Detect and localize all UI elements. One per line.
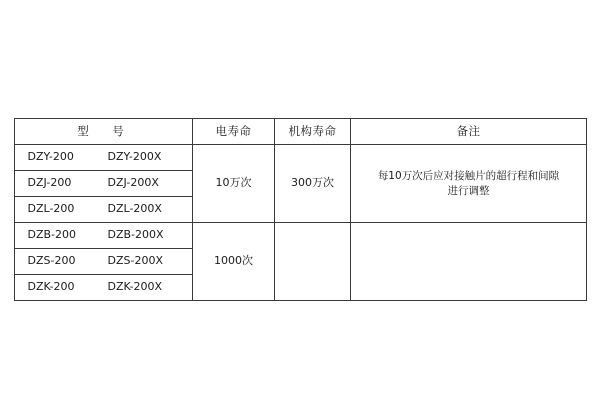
column-header-remarks: 备注 <box>351 119 587 145</box>
spec-table-container <box>14 118 586 301</box>
table-row <box>15 223 587 249</box>
model-code-variant: DZS-200X <box>107 254 163 268</box>
model-code-variant: DZY-200X <box>107 150 162 164</box>
model-code-base: DZS-200 <box>27 254 76 268</box>
mechanical-life-group-1: 300万次 <box>275 145 351 223</box>
model-cell <box>15 145 193 171</box>
electrical-life-group-2: 1000次 <box>193 223 275 301</box>
model-code-base: DZJ-200 <box>27 176 72 190</box>
model-code-variant: DZK-200X <box>107 280 163 294</box>
model-cell <box>15 171 193 197</box>
model-code-variant: DZB-200X <box>107 228 164 242</box>
column-header-electrical-life: 电寿命 <box>193 119 275 145</box>
specification-table <box>14 118 587 301</box>
column-header-mechanical-life: 机构寿命 <box>275 119 351 145</box>
model-code-base: DZK-200 <box>27 280 75 294</box>
model-code-variant: DZL-200X <box>107 202 162 216</box>
model-cell <box>15 275 193 301</box>
model-cell <box>15 223 193 249</box>
table-header-row <box>15 119 587 145</box>
remarks-line-2: 进行调整 <box>447 184 490 197</box>
model-cell <box>15 197 193 223</box>
remarks-cell <box>351 145 587 223</box>
table-row <box>15 145 587 171</box>
mechanical-life-group-2 <box>275 223 351 301</box>
model-code-base: DZB-200 <box>27 228 77 242</box>
electrical-life-group-1: 10万次 <box>193 145 275 223</box>
model-cell <box>15 249 193 275</box>
model-code-variant: DZJ-200X <box>107 176 159 190</box>
model-code-base: DZY-200 <box>27 150 74 164</box>
model-code-base: DZL-200 <box>27 202 75 216</box>
column-header-model: 型 号 <box>15 119 193 145</box>
remarks-cell-empty <box>351 223 587 301</box>
remarks-line-1: 每10万次后应对接触片的超行程和间隙 <box>377 170 560 183</box>
